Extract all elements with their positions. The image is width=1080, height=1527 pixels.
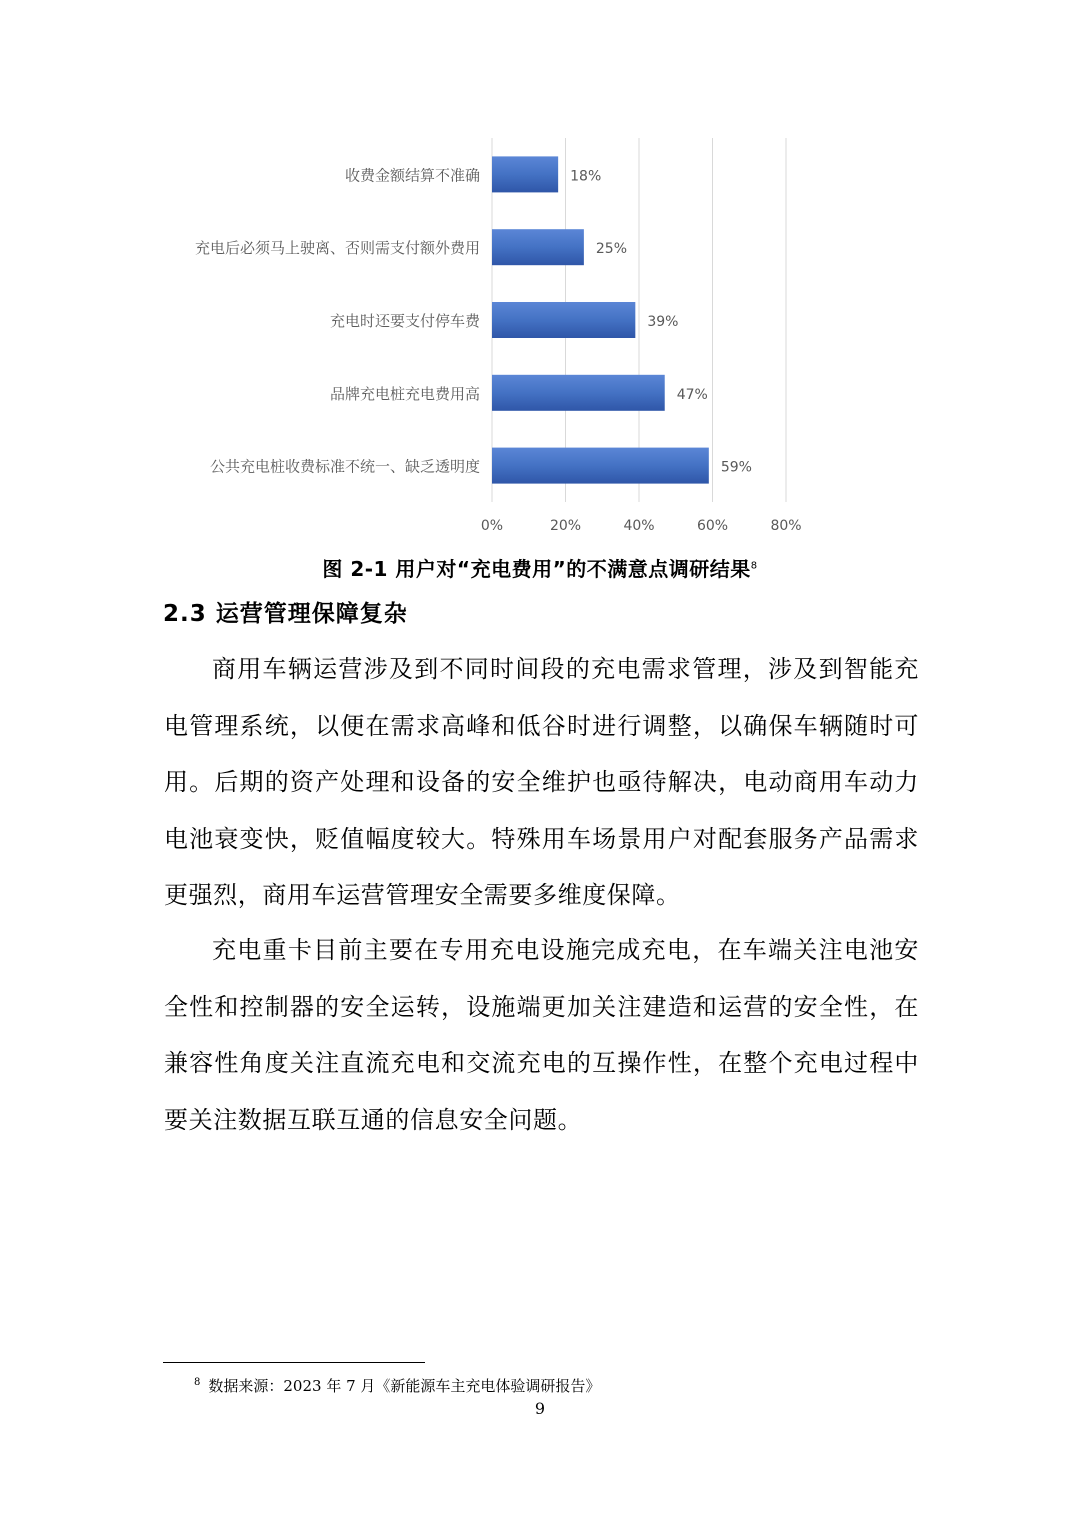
body-paragraph-2 bbox=[164, 922, 919, 1148]
category-label-4: 公共充电桩收费标准不统一、缺乏透明度 bbox=[209, 457, 480, 476]
page-number: 9 bbox=[534, 1399, 546, 1418]
value-label-0: 18% bbox=[570, 168, 602, 185]
body-paragraph-1 bbox=[164, 641, 919, 924]
x-tick-label-3: 60% bbox=[696, 518, 729, 534]
footnote-mark: 8 bbox=[194, 1377, 201, 1388]
bar-4 bbox=[492, 448, 709, 484]
footnote bbox=[194, 1375, 600, 1396]
figure-caption bbox=[0, 553, 1080, 582]
bar-1 bbox=[492, 229, 584, 265]
section-heading: 2.3 运营管理保障复杂 bbox=[163, 601, 408, 627]
footnote-divider bbox=[163, 1362, 425, 1363]
x-tick-label-4: 80% bbox=[770, 518, 802, 534]
value-label-2: 39% bbox=[647, 314, 679, 330]
x-tick-label-0: 0% bbox=[480, 518, 504, 534]
paragraph-text: 充电重卡目前主要在专用充电设施完成充电，在车端关注电池安全性和控制器的安全运转，设施端更加关注建造和运营的安全性，在兼容性角度关注直流充电和交流充电的互操作性，在整个充电过程中要关注数据互联互通的信息安全问题。 bbox=[164, 936, 919, 1134]
paragraph-text: 商用车辆运营涉及到不同时间段的充电需求管理，涉及到智能充电管理系统，以便在需求高峰和低谷时进行调整，以确保车辆随时可用。后期的资产处理和设备的安全维护也亟待解决，电动商用车动力电池衰变快，贬值幅度较大。特殊用车场景用户对配套服务产品需求更强烈，商用车运营管理安全需要多维度保障。 bbox=[164, 655, 919, 909]
value-label-1: 25% bbox=[595, 241, 627, 258]
value-label-3: 47% bbox=[676, 386, 708, 403]
caption-text: 图 2-1 用户对“充电费用”的不满意点调研结果 bbox=[322, 557, 751, 581]
category-label-2: 充电时还要支付停车费 bbox=[329, 312, 480, 330]
x-tick-label-1: 20% bbox=[549, 518, 582, 534]
bar-0 bbox=[492, 156, 558, 192]
bar-chart bbox=[150, 130, 850, 550]
category-label-1: 充电后必须马上驶离、否则需支付额外费用 bbox=[194, 239, 480, 258]
category-label-0: 收费金额结算不准确 bbox=[344, 166, 480, 185]
bar-3 bbox=[492, 375, 665, 411]
footnote-text: 数据来源：2023 年 7 月《新能源车主充电体验调研报告》 bbox=[208, 1377, 601, 1395]
category-label-3: 品牌充电桩充电费用高 bbox=[329, 384, 480, 403]
caption-footnote-mark: 8 bbox=[750, 560, 758, 572]
x-tick-label-2: 40% bbox=[623, 518, 655, 534]
bar-2 bbox=[492, 302, 635, 338]
value-label-4: 59% bbox=[720, 459, 752, 476]
